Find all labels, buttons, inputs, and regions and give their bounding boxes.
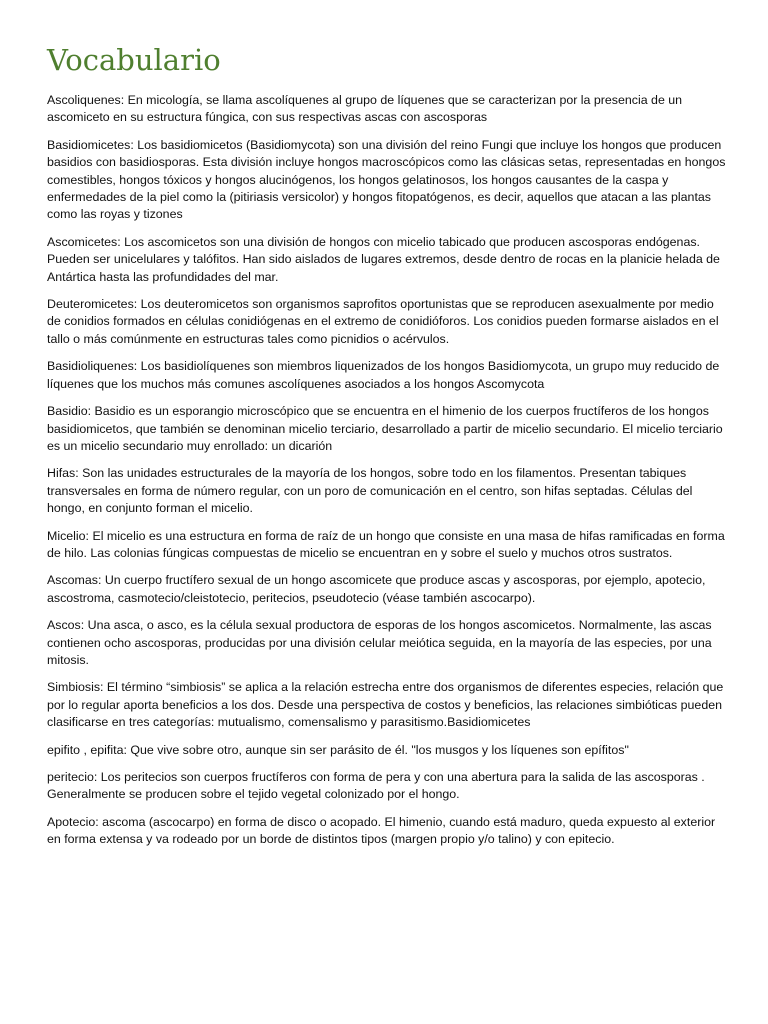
entry-ascomas: Ascomas: Un cuerpo fructífero sexual de un hongo ascomicete que produce ascas y ascosporas, por ejemplo, apotecio, ascostroma, casmotecio/cleistotecio, peritecios, pseudotecio (véase también ascocarpo). [47, 573, 706, 605]
entry-hifas: Hifas: Son las unidades estructurales de la mayoría de los hongos, sobre todo en los filamentos. Presentan tabiques transversales en forma de número regular, con un poro de comunicación en el centro, son hifas septadas. Células del hongo, en conjunto forman el micelio. [47, 466, 693, 516]
entry-basidiomicetes: Basidiomicetes: Los basidiomicetos (Basidiomycota) son una división del reino Fungi que incluye los hongos que producen basidios con basidiosporas. Esta división incluye hongos macroscópicos como las clásicas setas, representadas en hongos comestibles, hongos tóxicos y hongos alucinógenos, los hongos gelatinosos, los hongos causantes de la caspa y enfermedades de la piel como la (pitiriasis versicolor) y hongos fitopatógenos, es decir, aquellos que atacan a las plantas como las royas y tizones [47, 137, 726, 222]
entry-ascoliquenes: Ascoliquenes: En micología, se llama ascolíquenes al grupo de líquenes que se caracterizan por la presencia de un ascomiceto en su estructura fúngica, con sus respectivas ascas con ascosporas [47, 93, 683, 125]
entry-basidio: Basidio: Basidio es un esporangio microscópico que se encuentra en el himenio de los cuerpos fructíferos de los hongos basidiomicetos, que también se denominan micelio terciario, desarrollado a partir de micelio secundario. El micelio terciario es un micelio secundario muy enrollado: un dicarión [47, 404, 723, 453]
entry-ascomicetes: Ascomicetes: Los ascomicetos son una división de hongos con micelio tabicado que producen ascosporas endógenas. Pueden ser unicelulares y talófitos. Han sido aislados de lugares extremos, desde dentro de rocas en la planicie helada de Antártica hasta las profundidades del mar. [47, 234, 720, 284]
entry-ascos: Ascos: Una asca, o asco, es la célula sexual productora de esporas de los hongos ascomicetos. Normalmente, las ascas contienen ocho ascosporas, producidas por una división celular meiótica seguida, en la mayoría de las especies, por una mitosis. [47, 618, 712, 667]
entry-deuteromicetes: Deuteromicetes: Los deuteromicetos son organismos saprofitos oportunistas que se reproducen asexualmente por medio de conidios formados en células conidiógenas en el extremo de conidióforos. Los conidios pueden formarse aislados en el tallo o más comúnmente en estructuras tales como picnidios o acérvulos. [47, 297, 719, 346]
entry-epifito: epifito , epifita: Que vive sobre otro, aunque sin ser parásito de él. "los musgos y los líquenes son epífitos" [47, 742, 629, 757]
document-page [47, 40, 727, 859]
entry-basidioliquenes: Basidioliquenes: Los basidiolíquenes son miembros liquenizados de los hongos Basidiomycota, un grupo muy reducido de líquenes que los muchos más comunes ascolíquenes asociados a los hongos Ascomycota [47, 359, 720, 391]
entry-peritecio: peritecio: Los peritecios son cuerpos fructíferos con forma de pera y con una abertura para la salida de las ascosporas . Generalmente se producen sobre el tejido vegetal colonizado por el hongo. [47, 770, 705, 802]
entry-simbiosis: Simbiosis: El término “simbiosis” se aplica a la relación estrecha entre dos organismos de diferentes especies, relación que por lo regular aporta beneficios a los dos. Desde una perspectiva de costos y beneficios, las relaciones simbióticas pueden clasificarse en tres categorías: mutualismo, comensalismo y parasitismo.Basidiomicetes [47, 680, 724, 730]
page-title: Vocabulario [47, 43, 221, 77]
entry-micelio: Micelio: El micelio es una estructura en forma de raíz de un hongo que consiste en una masa de hifas ramificadas en forma de hilo. Las colonias fúngicas compuestas de micelio se encuentran en y sobre el suelo y muchos otros sustratos. [47, 528, 725, 560]
entry-apotecio: Apotecio: ascoma (ascocarpo) en forma de disco o acopado. El himenio, cuando está maduro, queda expuesto al exterior en forma extensa y va rodeado por un borde de distintos tipos (margen propio y/o talino) y con epitecio. [47, 814, 716, 847]
